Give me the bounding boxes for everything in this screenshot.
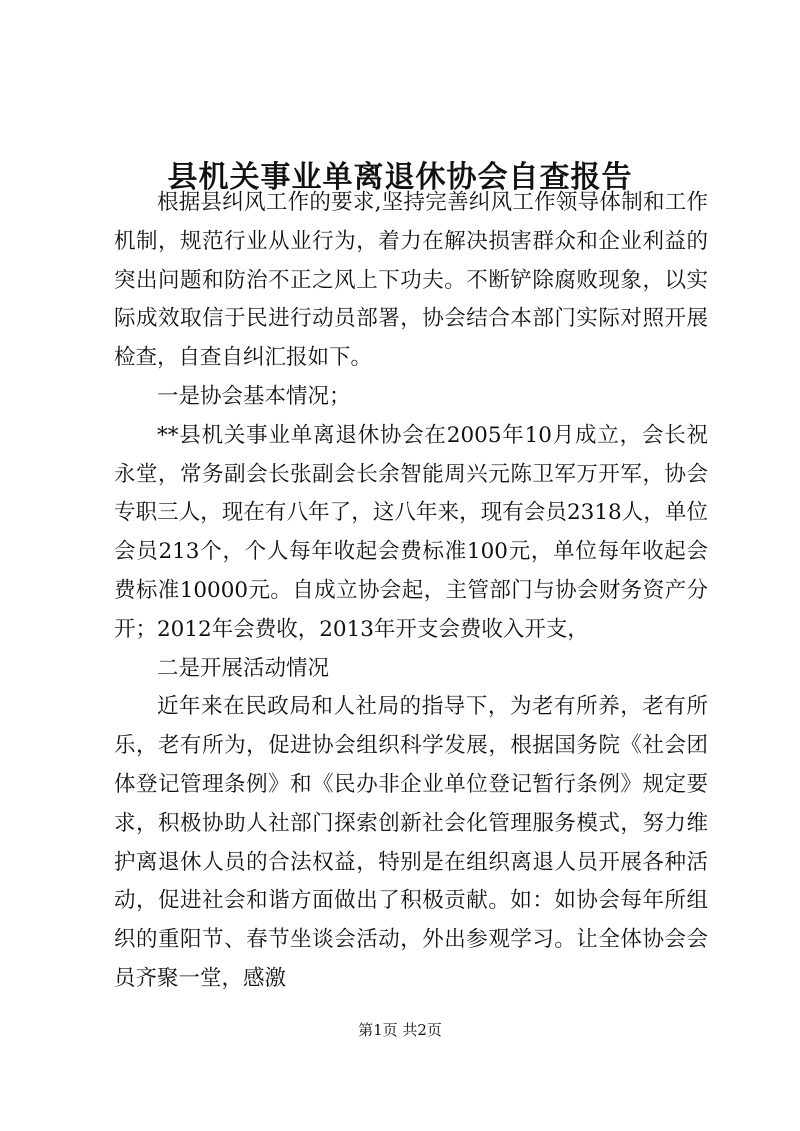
section-heading-activities: 二是开展活动情况 — [157, 655, 330, 681]
page-number-footer: 第1页 共2页 — [358, 1021, 442, 1039]
document-body — [114, 184, 708, 999]
paragraph-intro: 根据县纠风工作的要求,坚持完善纠风工作领导体制和工作机制，规范行业从业行为，着力在解决损害群众和企业利益的突出问题和防治不正之风上下功夫。不断铲除腐败现象，以实际成效取信于民进行动员部署，协会结合本部门实际对照开展检查，自查自纠汇报如下。 — [114, 190, 708, 371]
document-title: 县机关事业单离退休协会自查报告 — [167, 160, 633, 196]
paragraph-activities: 近年来在民政局和人社局的指导下，为老有所养，老有所乐，老有所为，促进协会组织科学发展，根据国务院《社会团体登记管理条例》和《民办非企业单位登记暂行条例》规定要求，积极协助人社部门探索创新社会化管理服务模式，努力维护离退休人员的合法权益，特别是在组织离退人员开展各种活动，促进社会和谐方面做出了积极贡献。如：如协会每年所组织的重阳节、春节坐谈会活动，外出参观学习。让全体协会会员齐聚一堂，感激 — [114, 694, 708, 991]
paragraph-basic-info: **县机关事业单离退休协会在2005年10月成立，会长祝永堂，常务副会长张副会长余智能周兴元陈卫军万开军，协会专职三人，现在有八年了，这八年来，现有会员2318人，单位会员213个，个人每年收起会费标准100元，单位每年收起会费标准10000元。自成立协会起，主管部门与协会财务资产分开；2012年会费收，2013年开支会费收入开支， — [114, 422, 708, 642]
section-heading-basic-info: 一是协会基本情况； — [157, 383, 351, 409]
